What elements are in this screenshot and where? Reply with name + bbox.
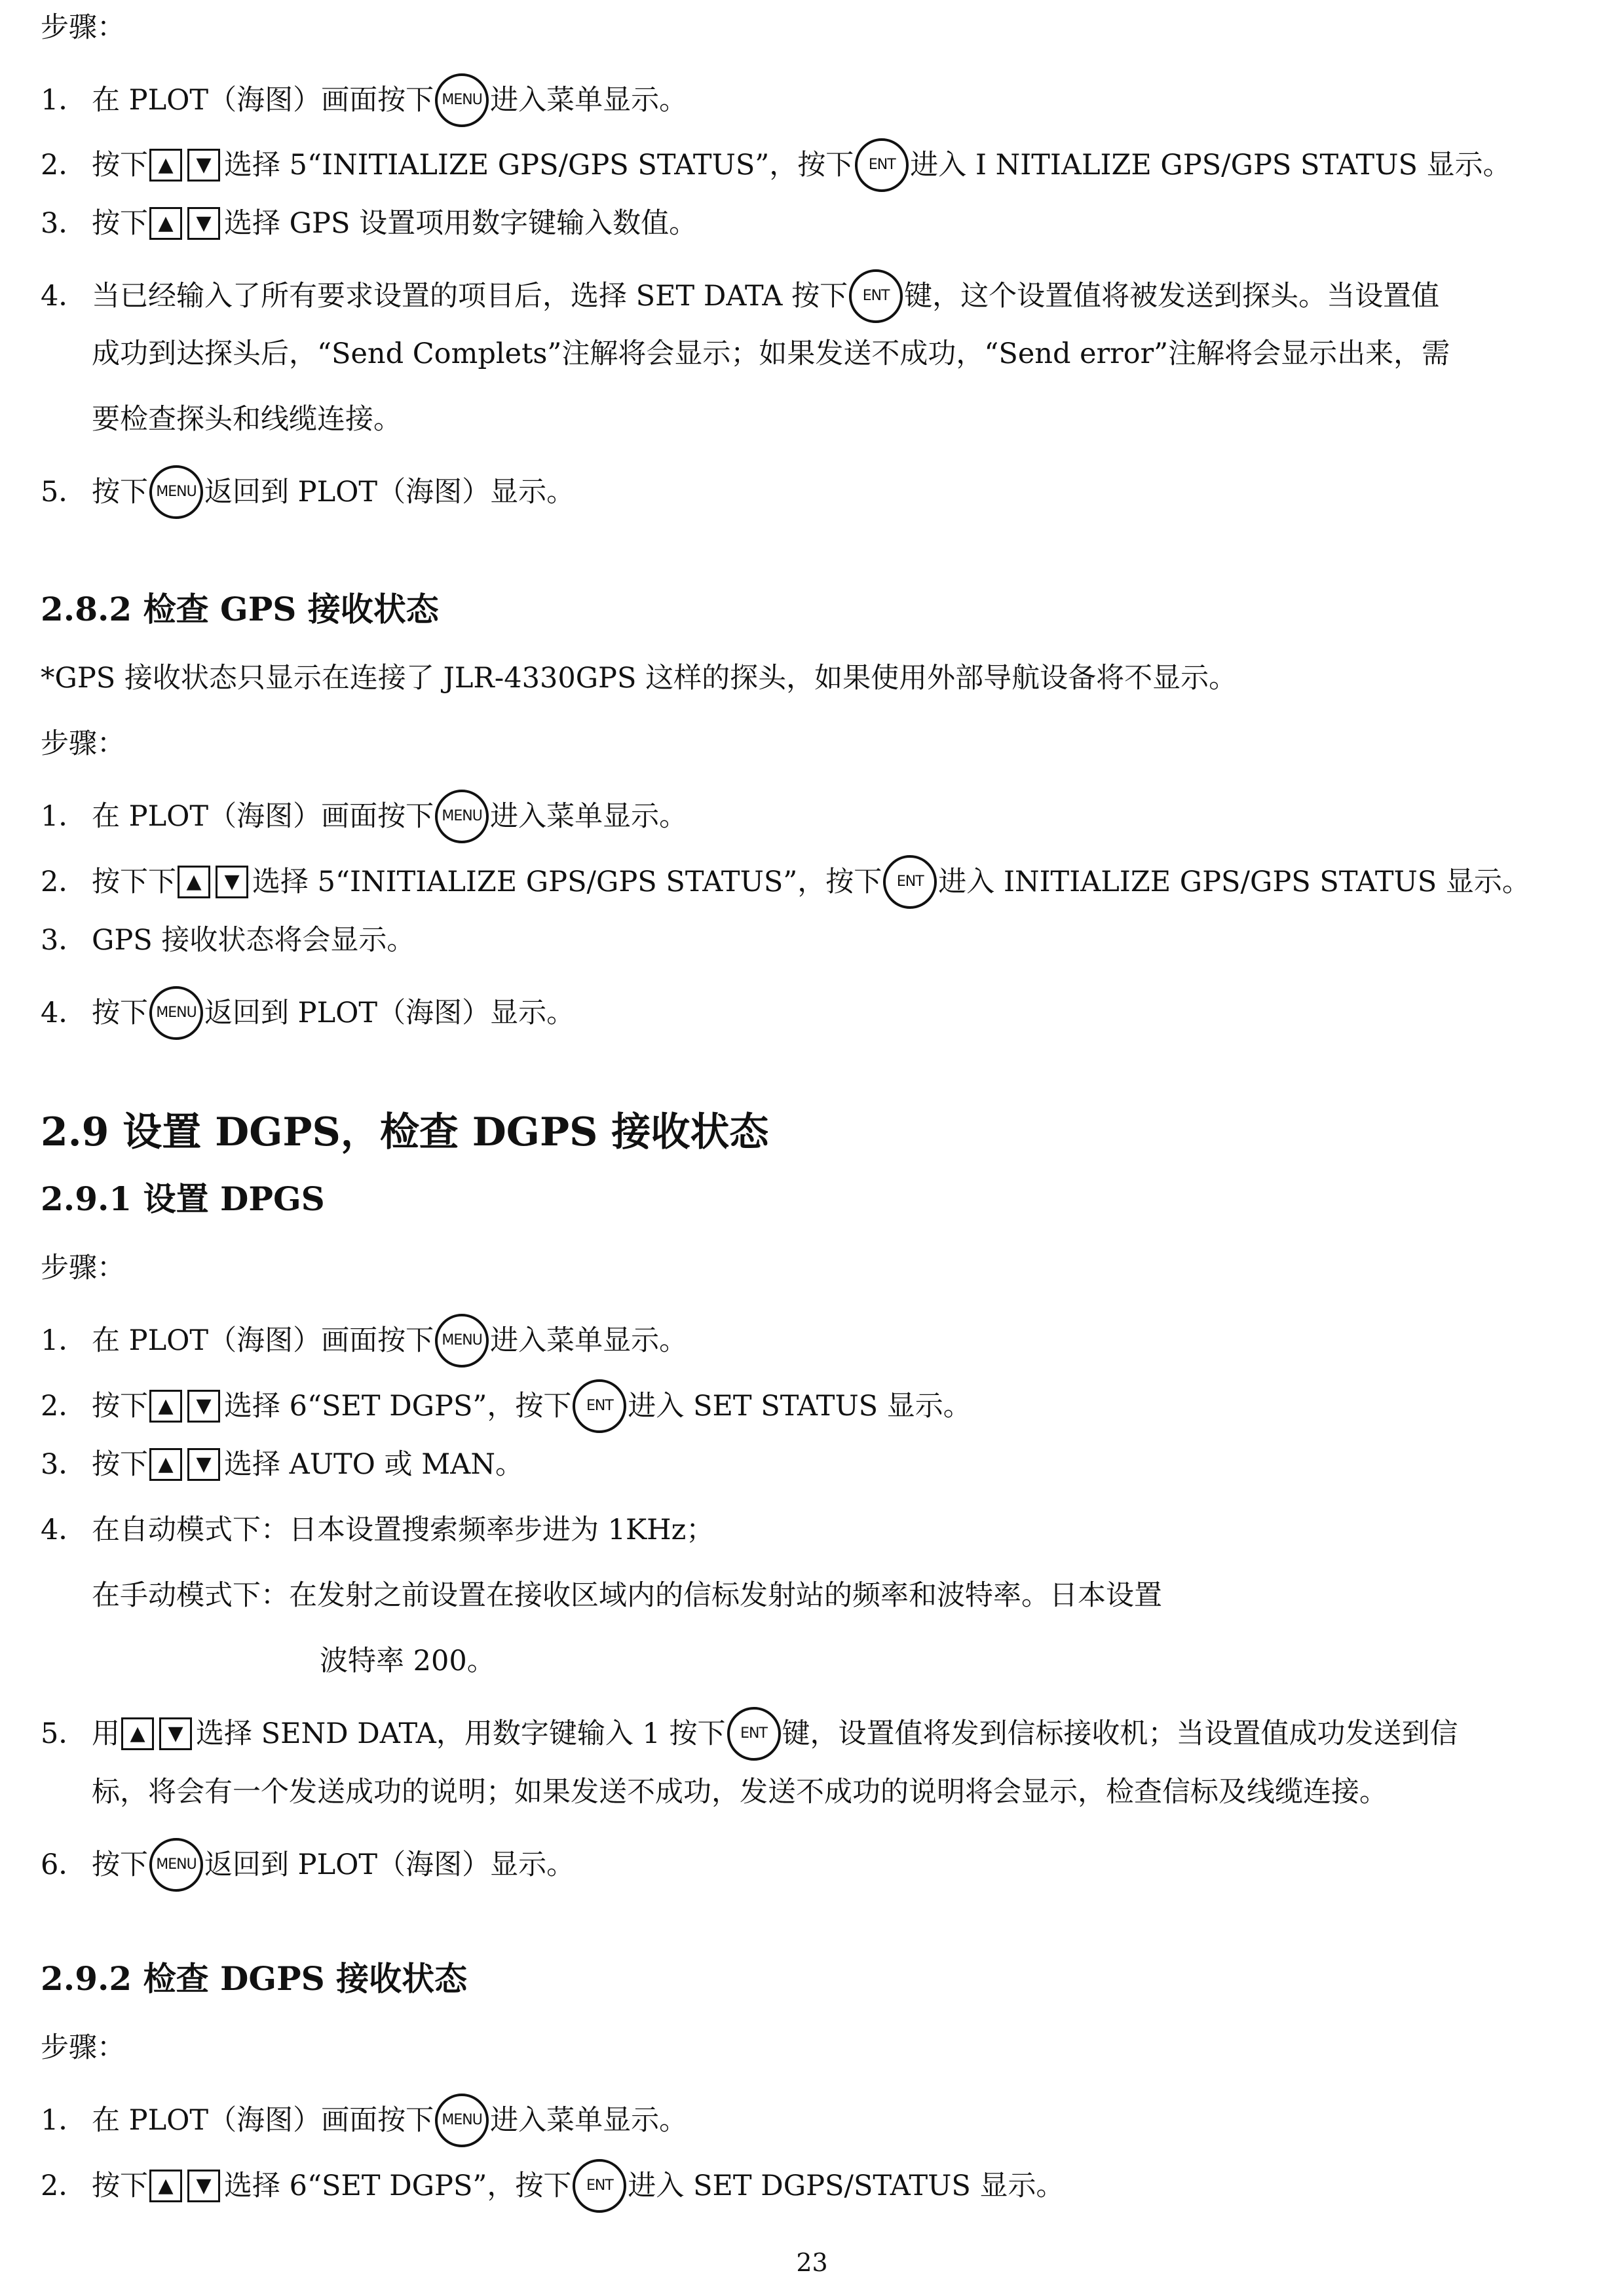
step-text: 用 — [92, 1717, 120, 1750]
menu-key-icon: MENU — [149, 986, 203, 1040]
step-text: 进入 SET STATUS 显示。 — [628, 1390, 972, 1423]
ent-key-icon: ENT — [855, 138, 909, 192]
step-text: 按下 — [92, 1448, 148, 1481]
step-4-continued: 要检查探头和线缆连接。 — [92, 403, 402, 436]
step-3 — [41, 921, 1611, 960]
step-5-continued: 标，将会有一个发送成功的说明；如果发送不成功，发送不成功的说明将会显示，检查信标及线缆连接。 — [92, 1776, 1388, 1808]
up-arrow-key-icon: ▲ — [149, 149, 182, 182]
up-arrow-key-icon: ▲ — [121, 1717, 154, 1750]
up-arrow-key-icon: ▲ — [149, 1390, 182, 1423]
step-text: 选择 5“INITIALIZE GPS/GPS STATUS”，按下 — [252, 866, 882, 898]
down-arrow-key-icon: ▼ — [187, 207, 220, 240]
step-number: 4． — [41, 1514, 87, 1546]
down-arrow-key-icon: ▼ — [187, 149, 220, 182]
ent-key-icon: ENT — [883, 855, 937, 909]
step-text: 返回到 PLOT（海图）显示。 — [204, 476, 575, 508]
down-arrow-key-icon: ▼ — [187, 1390, 220, 1423]
step-text: 选择 SEND DATA，用数字键输入 1 按下 — [196, 1717, 726, 1750]
step-3 — [41, 204, 1611, 243]
down-arrow-key-icon: ▼ — [159, 1717, 192, 1750]
section-heading-2-9-1: 2.9.1 设置 DPGS — [41, 1179, 325, 1218]
step-text: 按下 — [92, 2170, 148, 2202]
step-text: 当已经输入了所有要求设置的项目后，选择 SET DATA 按下 — [92, 280, 848, 313]
steps-title: 步骤： — [41, 1252, 125, 1284]
step-text: 进入菜单显示。 — [490, 2104, 688, 2137]
ent-key-icon: ENT — [727, 1707, 781, 1761]
step-text: 进入 INITIALIZE GPS/GPS STATUS 显示。 — [938, 866, 1530, 898]
step-1 — [41, 790, 1611, 843]
step-text: 按下 — [92, 1848, 148, 1881]
step-4 — [41, 986, 1611, 1040]
step-number: 3． — [41, 207, 87, 240]
step-text: 在 PLOT（海图）画面按下 — [92, 84, 434, 117]
step-2 — [41, 2159, 1611, 2213]
step-text: 进入 I NITIALIZE GPS/GPS STATUS 显示。 — [910, 149, 1511, 182]
step-text: 按下 — [92, 476, 148, 508]
section-heading-2-9-2: 2.9.2 检查 DGPS 接收状态 — [41, 1959, 468, 1998]
step-number: 3． — [41, 1448, 87, 1481]
step-text: 按下 — [92, 997, 148, 1029]
step-4 — [41, 269, 1611, 323]
step-text: 进入菜单显示。 — [490, 800, 688, 833]
menu-key-icon: MENU — [435, 2094, 489, 2147]
steps-title: 步骤： — [41, 2031, 125, 2064]
step-text: 按下 — [92, 1390, 148, 1423]
step-number: 2． — [41, 149, 87, 182]
menu-key-icon: MENU — [435, 790, 489, 843]
steps-title: 步骤： — [41, 727, 125, 760]
step-5 — [41, 465, 1611, 519]
up-arrow-key-icon: ▲ — [178, 866, 210, 898]
steps-title: 步骤： — [41, 11, 125, 44]
step-text: 在自动模式下：日本设置搜索频率步进为 1KHz； — [92, 1514, 715, 1546]
step-number: 1． — [41, 800, 87, 833]
section-heading-2-8-2: 2.8.2 检查 GPS 接收状态 — [41, 590, 439, 628]
step-number: 5． — [41, 1717, 87, 1750]
step-text: 按下 — [92, 149, 148, 182]
step-2 — [41, 1379, 1611, 1433]
step-text: 在 PLOT（海图）画面按下 — [92, 2104, 434, 2137]
note-text: *GPS 接收状态只显示在连接了 JLR-4330GPS 这样的探头，如果使用外部导航设备将不显示。 — [41, 662, 1237, 695]
step-4-continued: 在手动模式下：在发射之前设置在接收区域内的信标发射站的频率和波特率。日本设置 — [92, 1579, 1162, 1612]
step-text: 按下下 — [92, 866, 176, 898]
step-text: 在 PLOT（海图）画面按下 — [92, 800, 434, 833]
step-number: 2． — [41, 1390, 87, 1423]
step-number: 3． — [41, 924, 87, 957]
step-text: 进入菜单显示。 — [490, 84, 688, 117]
step-number: 6． — [41, 1848, 87, 1881]
step-4-continued: 波特率 200。 — [320, 1645, 495, 1677]
step-number: 4． — [41, 997, 87, 1029]
step-2 — [41, 138, 1611, 192]
step-number: 1． — [41, 1324, 87, 1357]
step-text: 返回到 PLOT（海图）显示。 — [204, 997, 575, 1029]
step-1 — [41, 1314, 1611, 1368]
step-number: 1． — [41, 2104, 87, 2137]
menu-key-icon: MENU — [435, 73, 489, 127]
step-4 — [41, 1510, 1611, 1550]
step-number: 2． — [41, 866, 87, 898]
section-heading-2-9: 2.9 设置 DGPS，检查 DGPS 接收状态 — [41, 1109, 769, 1155]
step-1 — [41, 2094, 1611, 2147]
step-text: 选择 6“SET DGPS”，按下 — [224, 2170, 572, 2202]
up-arrow-key-icon: ▲ — [149, 2170, 182, 2202]
step-5 — [41, 1707, 1611, 1761]
step-text: 选择 GPS 设置项用数字键输入数值。 — [224, 207, 698, 240]
ent-key-icon: ENT — [573, 1379, 626, 1433]
step-number: 4． — [41, 280, 87, 313]
page-number: 23 — [796, 2248, 828, 2277]
menu-key-icon: MENU — [149, 465, 203, 519]
step-number: 5． — [41, 476, 87, 508]
step-3 — [41, 1445, 1611, 1484]
step-text: 进入 SET DGPS/STATUS 显示。 — [628, 2170, 1065, 2202]
down-arrow-key-icon: ▼ — [216, 866, 248, 898]
step-4-continued: 成功到达探头后，“Send Complets”注解将会显示；如果发送不成功，“Send error”注解将会显示出来，需 — [92, 337, 1450, 370]
step-text: 返回到 PLOT（海图）显示。 — [204, 1848, 575, 1881]
ent-key-icon: ENT — [849, 269, 903, 323]
step-text: 选择 6“SET DGPS”，按下 — [224, 1390, 572, 1423]
ent-key-icon: ENT — [573, 2159, 626, 2213]
step-text: 选择 AUTO 或 MAN。 — [224, 1448, 523, 1481]
step-number: 1． — [41, 84, 87, 117]
step-text: 键，这个设置值将被发送到探头。当设置值 — [904, 280, 1440, 313]
up-arrow-key-icon: ▲ — [149, 207, 182, 240]
up-arrow-key-icon: ▲ — [149, 1448, 182, 1481]
step-text: 键，设置值将发到信标接收机；当设置值成功发送到信 — [782, 1717, 1458, 1750]
down-arrow-key-icon: ▼ — [187, 2170, 220, 2202]
menu-key-icon: MENU — [149, 1838, 203, 1892]
step-text: 进入菜单显示。 — [490, 1324, 688, 1357]
step-2 — [41, 855, 1611, 909]
step-text: GPS 接收状态将会显示。 — [92, 924, 415, 957]
menu-key-icon: MENU — [435, 1314, 489, 1368]
step-1 — [41, 73, 1611, 127]
step-6 — [41, 1838, 1611, 1892]
step-number: 2． — [41, 2170, 87, 2202]
step-text: 按下 — [92, 207, 148, 240]
step-text: 在 PLOT（海图）画面按下 — [92, 1324, 434, 1357]
down-arrow-key-icon: ▼ — [187, 1448, 220, 1481]
step-text: 选择 5“INITIALIZE GPS/GPS STATUS”，按下 — [224, 149, 854, 182]
